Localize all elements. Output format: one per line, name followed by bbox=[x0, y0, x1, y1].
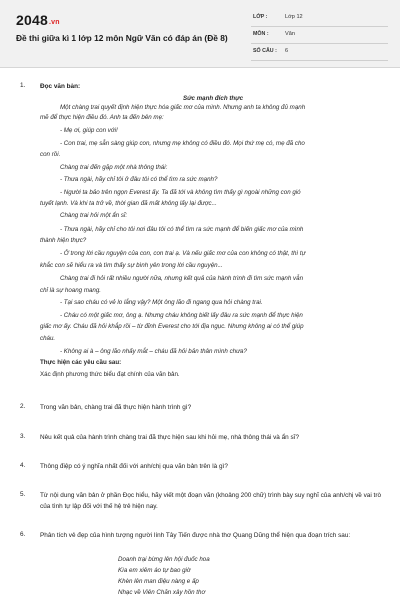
question-text: Trong văn bản, chàng trai đã thực hiện hành trình gì? bbox=[40, 404, 192, 411]
meta-row-class bbox=[251, 10, 388, 27]
story-line: - Cháu có một giấc mơ, ông ạ. Nhưng cháu không biết lấy đâu ra sức mạnh để thực hiện bbox=[60, 312, 303, 319]
story-line: con rồi. bbox=[40, 151, 61, 158]
question-text: Thông điệp có ý nghĩa nhất đối với anh/chị qua văn bản trên là gì? bbox=[40, 463, 228, 470]
meta-value: 6 bbox=[285, 48, 289, 54]
question-text: Phân tích vẻ đẹp của hình tượng người lính Tây Tiến được nhà thơ Quang Dũng thể hiện qua đoạn trích sau: bbox=[40, 532, 351, 539]
story-line: cháu. bbox=[40, 335, 56, 342]
question-number: 3. bbox=[20, 433, 26, 440]
meta-row-count bbox=[251, 44, 388, 61]
question-heading: Đọc văn bản: bbox=[40, 83, 81, 90]
meta-key: SỐ CÂU : bbox=[253, 48, 277, 54]
meta-key: MÔN : bbox=[253, 31, 269, 37]
logo-suffix: .vn bbox=[48, 19, 60, 26]
poem-line: Nhạc về Viên Chăn xây hồn thơ bbox=[118, 589, 206, 596]
question-number: 2. bbox=[20, 403, 26, 410]
meta-key: LỚP : bbox=[253, 14, 268, 20]
story-line: thành hiện thực? bbox=[40, 237, 87, 244]
story-title: Sức mạnh đích thực bbox=[182, 95, 244, 102]
story-line: - Ở trong lời cầu nguyện của con, con trai ạ. Và nếu giấc mơ của con không có thật, thì tự bbox=[60, 250, 306, 257]
meta-row-subject bbox=[251, 27, 388, 44]
meta-value: Văn bbox=[285, 31, 295, 37]
logo-text: 2048 bbox=[16, 12, 48, 28]
story-line: mẽ để thực hiện điều đó. Anh ta đến bên mẹ: bbox=[40, 114, 164, 121]
story-line: Một chàng trai quyết định hiện thực hóa giấc mơ của mình. Nhưng anh ta không đủ mạnh bbox=[60, 104, 306, 111]
meta-value: Lớp 12 bbox=[285, 14, 303, 20]
story-line: - Không ai à – ông lão nhấy mắt – cháu đã hỏi bản thân mình chưa? bbox=[60, 348, 247, 355]
story-line: - Thưa ngài, hãy chỉ cho tôi nơi đâu tôi có thể tìm ra sức mạnh để biến giấc mơ của mình bbox=[60, 226, 304, 233]
document-title: Đề thi giữa kì 1 lớp 12 môn Ngữ Văn có đáp án (Đề 8) bbox=[16, 33, 228, 43]
poem-line: Kìa em xiêm áo tự bao giờ bbox=[118, 567, 191, 574]
meta-table bbox=[251, 10, 388, 61]
question-number: 5. bbox=[20, 491, 26, 498]
story-line: - Tại sao cháu có vẻ lo lắng vậy? Một ông lão đi ngang qua hỏi chàng trai. bbox=[60, 299, 263, 306]
question-number: 1. bbox=[20, 82, 26, 89]
story-line: - Thưa ngài, hãy chỉ tôi ở đâu tôi có thể tìm ra sức mạnh? bbox=[60, 176, 218, 183]
question-text: Từ nội dung văn bản ở phần Đọc hiểu, hãy viết một đoạn văn (khoảng 200 chữ) trình bày suy nghĩ của anh/chị về vai trò của tình tự lập đối với thế hệ trẻ hiện nay. bbox=[40, 492, 382, 510]
story-line: Chàng trai đến gặp một nhà thông thái: bbox=[60, 164, 168, 171]
question-number: 4. bbox=[20, 462, 26, 469]
question-text: Nêu kết quả của hành trình chàng trai đã thực hiện sau khi hỏi mẹ, nhà thông thái và ẩn sĩ? bbox=[40, 434, 300, 441]
requirement-text: Xác định phương thức biểu đạt chính của văn bản. bbox=[40, 371, 180, 378]
story-line: chỉ là sự hoang mang. bbox=[40, 287, 102, 294]
site-logo[interactable] bbox=[16, 12, 60, 28]
poem-line: Khèn lên man điệu nàng e ấp bbox=[118, 578, 199, 585]
requirements-heading: Thực hiện các yêu cầu sau: bbox=[40, 359, 122, 366]
story-line: - Con trai, mẹ sẵn sàng giúp con, nhưng mẹ không có điều đó. Mọi thứ mẹ có, mẹ đã cho bbox=[60, 140, 305, 147]
story-line: tuyết lạnh. Và khi ta trở về, thời gian đã mất không lấy lại được... bbox=[40, 200, 217, 207]
story-line: - Mẹ ơi, giúp con với! bbox=[60, 127, 118, 134]
story-line: Chàng trai đi hỏi rất nhiều người nữa, nhưng kết quả của hành trình đi tìm sức mạnh vẫn bbox=[60, 275, 304, 282]
story-line: - Người ta bảo trên ngọn Everest ấy. Ta đã tới và không tìm thấy gì ngoài những con gió bbox=[60, 189, 301, 196]
poem-line: Doanh trại bừng lên hội đuốc hoa bbox=[118, 556, 210, 563]
story-line: Chàng trai hỏi một ẩn sĩ: bbox=[60, 212, 128, 219]
story-line: giấc mơ ấy. Cháu đã hỏi khắp rồi – từ đỉnh Everest cho tới địa ngục. Nhưng không ai có thể giúp bbox=[40, 323, 304, 330]
page-header bbox=[0, 0, 400, 68]
question-number: 6. bbox=[20, 531, 26, 538]
story-line: khắc con sẽ hiểu ra và tìm thấy sự bình yên trong lời cầu nguyện... bbox=[40, 262, 223, 269]
